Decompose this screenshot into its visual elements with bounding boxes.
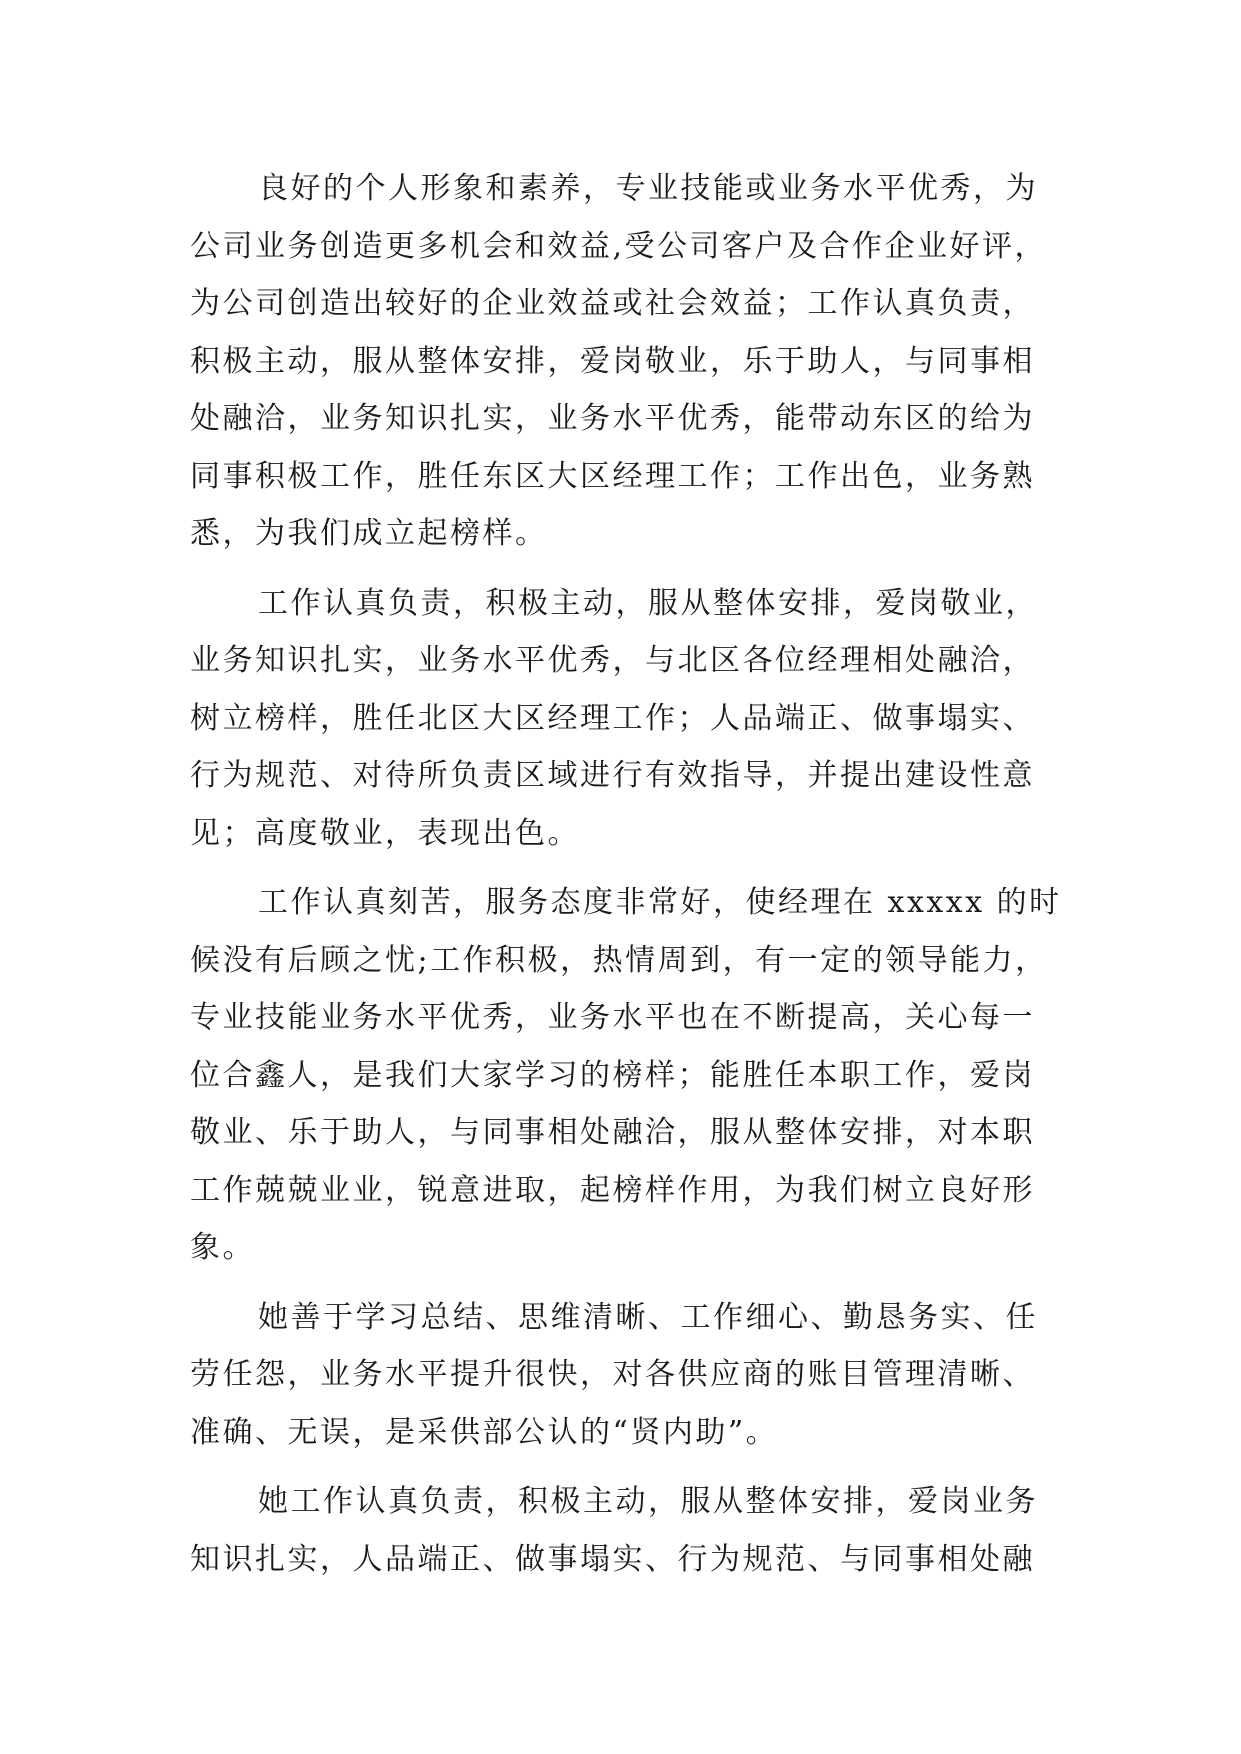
text-line: 处融洽，业务知识扎实，业务水平优秀，能带动东区的给为 [190,401,1035,436]
text-line: 候没有后顾之忧;工作积极，热情周到，有一定的领导能力， [190,942,1048,978]
paragraph-3 [190,874,1062,1277]
text-line: 知识扎实，人品端正、做事塌实、行为规范、与同事相处融 [190,1541,1035,1577]
text-line: 她善于学习总结、思维清晰、工作细心、勤恳务实、任 [258,1299,1038,1335]
text-line: 树立榜样，胜任北区大区经理工作；人品端正、做事塌实、 [190,700,1035,736]
paragraph-1 [190,160,1050,563]
text-line: 准确、无误，是采供部公认的“贤内助”。 [190,1414,779,1450]
text-line: 她工作认真负责，积极主动，服从整体安排，爱岗业务 [258,1484,1038,1519]
text-line: 良好的个人形象和素养，专业技能或业务水平优秀，为 [258,171,1038,206]
paragraph-4 [190,1289,1050,1462]
text-line: 工作认真负责，积极主动，服从整体安排，爱岗敬业， [258,585,1038,621]
text-line: 位合鑫人，是我们大家学习的榜样；能胜任本职工作，爱岗 [190,1057,1035,1093]
document-body [190,160,1062,1600]
text-line: 为公司创造出较好的企业效益或社会效益；工作认真负责， [190,286,1035,321]
text-line: 积极主动，服从整体安排，爱岗敬业，乐于助人，与同事相 [190,343,1035,379]
text-line: 工作认真刻苦，服务态度非常好，使经理在 xxxxx 的时 [258,885,1062,920]
paragraph-5 [190,1473,1050,1588]
text-line: 行为规范、对待所负责区域进行有效指导，并提出建设性意 [190,758,1035,793]
text-line: 专业技能业务水平优秀，业务水平也在不断提高，关心每一 [190,1000,1035,1035]
text-line: 同事积极工作，胜任东区大区经理工作；工作出色，业务熟 [190,458,1035,494]
text-line: 工作兢兢业业，锐意进取，起榜样作用，为我们树立良好形 [190,1172,1035,1208]
text-line: 劳任怨，业务水平提升很快，对各供应商的账目管理清晰、 [190,1357,1035,1392]
text-line: 敬业、乐于助人，与同事相处融洽，服从整体安排，对本职 [190,1115,1035,1150]
text-line: 公司业务创造更多机会和效益,受公司客户及合作企业好评， [190,228,1048,264]
text-line: 悉，为我们成立起榜样。 [190,516,548,551]
paragraph-2 [190,575,1050,863]
text-line: 象。 [190,1230,255,1265]
text-line: 见；高度敬业，表现出色。 [190,815,580,851]
text-line: 业务知识扎实，业务水平优秀，与北区各位经理相处融洽， [190,643,1035,678]
